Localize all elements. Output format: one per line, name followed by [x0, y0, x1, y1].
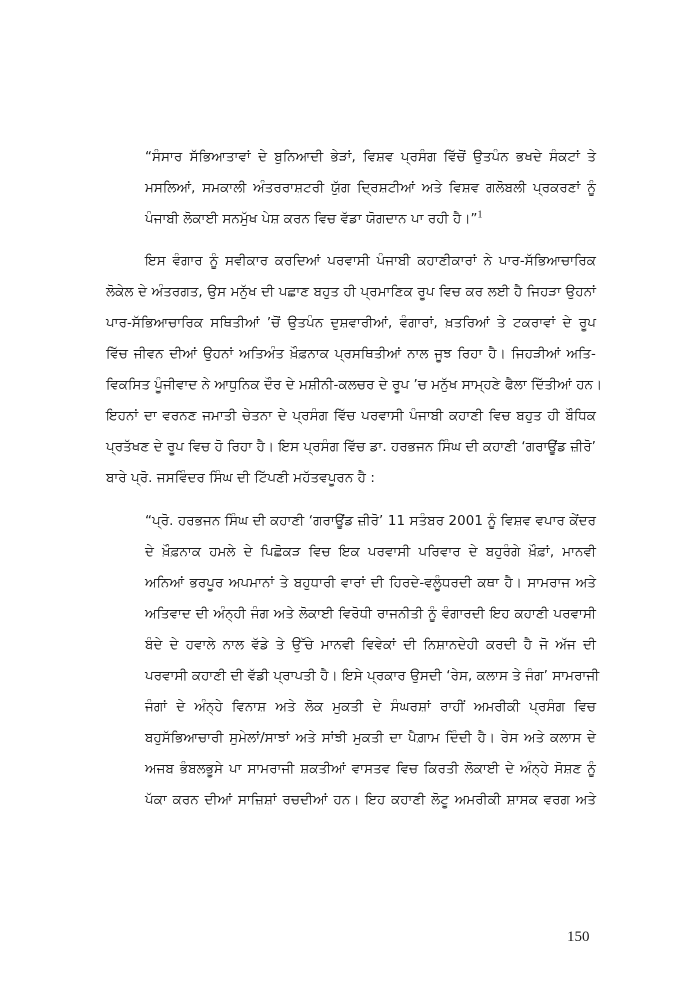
paragraph-line-6: ਇਹਨਾਂ ਦਾ ਵਰਨਣ ਜਮਾਤੀ ਚੇਤਨਾ ਦੇ ਪ੍ਰਸੰਗ ਵਿੱਚ ਪਰਵਾਸੀ ਪੰਜਾਬੀ ਕਹਾਣੀ ਵਿਚ ਬਹੁਤ ਹੀ ਬੌਧਿਕ [106, 409, 596, 424]
paragraph-line-3: ਪਾਰ-ਸੱਭਿਆਚਾਰਿਕ ਸਥਿਤੀਆਂ ’ਚੋਂ ਉਤਪੰਨ ਦੁਸ਼ਵਾਰੀਆਂ, ਵੰਗਾਰਾਂ, ਖ਼ਤਰਿਆਂ ਤੇ ਟਕਰਾਵਾਂ ਦੇ ਰੂਪ [106, 316, 596, 331]
quote1-line-1: “ਸੰਸਾਰ ਸੱਭਿਆਤਾਵਾਂ ਦੇ ਬੁਨਿਆਦੀ ਭੇੜਾਂ, ਵਿਸ਼ਵ ਪ੍ਰਸੰਗ ਵਿੱਚੋਂ ਉਤਪੰਨ ਭਖਦੇ ਸੰਕਟਾਂ ਤੇ [145, 150, 596, 165]
quote2-line-2: ਦੇ ਖ਼ੌਫ਼ਨਾਕ ਹਮਲੇ ਦੇ ਪਿਛੋਕੜ ਵਿਚ ਇਕ ਪਰਵਾਸੀ ਪਰਿਵਾਰ ਦੇ ਬਹੁਰੰਗੇ ਖ਼ੌਫ਼ਾਂ, ਮਾਨਵੀ [145, 545, 596, 560]
page-number: 150 [567, 929, 590, 945]
quote2-line-8: ਬਹੁਸੱਭਿਆਚਾਰੀ ਸੁਮੇਲਾਂ/ਸਾਝਾਂ ਅਤੇ ਸਾਂਝੀ ਮੁਕਤੀ ਦਾ ਪੈਗ਼ਾਮ ਦਿੰਦੀ ਹੈ। ਰੇਸ ਅਤੇ ਕਲਾਸ ਦੇ [145, 731, 596, 746]
quote1-line-2: ਮਸਲਿਆਂ, ਸਮਕਾਲੀ ਅੰਤਰਰਾਸ਼ਟਰੀ ਯੁੱਗ ਦ੍ਰਿਸ਼ਟੀਆਂ ਅਤੇ ਵਿਸ਼ਵ ਗਲੋਬਲੀ ਪ੍ਰਕਰਣਾਂ ਨੂੰ [145, 181, 596, 196]
quote2-line-3: ਅਨਿਆਂ ਭਰਪੂਰ ਅਪਮਾਨਾਂ ਤੇ ਬਹੁਧਾਰੀ ਵਾਰਾਂ ਦੀ ਹਿਰਦੇ-ਵਲੂੰਧਰਦੀ ਕਥਾ ਹੈ। ਸਾਮਰਾਜ ਅਤੇ [145, 576, 596, 591]
quote2-line-5: ਬੰਦੇ ਦੇ ਹਵਾਲੇ ਨਾਲ ਵੱਡੇ ਤੇ ਉੱਚੇ ਮਾਨਵੀ ਵਿਵੇਕਾਂ ਦੀ ਨਿਸ਼ਾਨਦੇਹੀ ਕਰਦੀ ਹੈ ਜੋ ਅੱਜ ਦੀ [145, 638, 596, 653]
footnote-marker: 1 [477, 209, 483, 221]
paragraph-line-2: ਲੋਕੇਲ ਦੇ ਅੰਤਰਗਤ, ਉਸ ਮਨੁੱਖ ਦੀ ਪਛਾਣ ਬਹੁਤ ਹੀ ਪ੍ਰਮਾਣਿਕ ਰੂਪ ਵਿਚ ਕਰ ਲਈ ਹੈ ਜਿਹੜਾ ਉਹਨਾਂ [106, 285, 596, 300]
quote1-line-3-text: ਪੰਜਾਬੀ ਲੋਕਾਈ ਸਨਮੁੱਖ ਪੇਸ਼ ਕਰਨ ਵਿਚ ਵੱਡਾ ਯੋਗਦਾਨ ਪਾ ਰਹੀ ਹੈ।” [145, 212, 478, 227]
quote2-line-7: ਜੰਗਾਂ ਦੇ ਅੰਨ੍ਹੇ ਵਿਨਾਸ਼ ਅਤੇ ਲੋਕ ਮੁਕਤੀ ਦੇ ਸੰਘਰਸ਼ਾਂ ਰਾਹੀਂ ਅਮਰੀਕੀ ਪ੍ਰਸੰਗ ਵਿਚ [145, 700, 596, 715]
paragraph-line-4: ਵਿੱਚ ਜੀਵਨ ਦੀਆਂ ਉਹਨਾਂ ਅਤਿਅੰਤ ਖ਼ੌਫ਼ਨਾਕ ਪ੍ਰਸਥਿਤੀਆਂ ਨਾਲ ਜੂਝ ਰਿਹਾ ਹੈ। ਜਿਹੜੀਆਂ ਅਤਿ- [106, 347, 596, 362]
paragraph-line-5: ਵਿਕਸਿਤ ਪੂੰਜੀਵਾਦ ਨੇ ਆਧੁਨਿਕ ਦੌਰ ਦੇ ਮਸ਼ੀਨੀ-ਕਲਚਰ ਦੇ ਰੂਪ ’ਚ ਮਨੁੱਖ ਸਾਮ੍ਹਣੇ ਫੈਲਾ ਦਿੱਤੀਆਂ ਹਨ। [106, 378, 603, 393]
paragraph-line-8: ਬਾਰੇ ਪ੍ਰੋ. ਜਸਵਿੰਦਰ ਸਿੰਘ ਦੀ ਟਿੱਪਣੀ ਮਹੱਤਵਪੂਰਨ ਹੈ : [106, 471, 375, 486]
quote2-line-1: “ਪ੍ਰੋ. ਹਰਭਜਨ ਸਿੰਘ ਦੀ ਕਹਾਣੀ ‘ਗਰਾਊਂਡ ਜ਼ੀਰੋ’ 11 ਸਤੰਬਰ 2001 ਨੂੰ ਵਿਸ਼ਵ ਵਪਾਰ ਕੇਂਦਰ [145, 514, 596, 529]
quote2-line-4: ਅਤਿਵਾਦ ਦੀ ਅੰਨ੍ਹੀ ਜੰਗ ਅਤੇ ਲੋਕਾਈ ਵਿਰੋਧੀ ਰਾਜਨੀਤੀ ਨੂੰ ਵੰਗਾਰਦੀ ਇਹ ਕਹਾਣੀ ਪਰਵਾਸੀ [145, 607, 596, 622]
quote1-line-3 [145, 210, 596, 230]
quote2-line-10: ਪੱਕਾ ਕਰਨ ਦੀਆਂ ਸਾਜ਼ਿਸ਼ਾਂ ਰਚਦੀਆਂ ਹਨ। ਇਹ ਕਹਾਣੀ ਲੋਟੂ ਅਮਰੀਕੀ ਸ਼ਾਸਕ ਵਰਗ ਅਤੇ [145, 793, 596, 808]
paragraph-line-7: ਪ੍ਰਤੱਖਣ ਦੇ ਰੂਪ ਵਿਚ ਹੋ ਰਿਹਾ ਹੈ। ਇਸ ਪ੍ਰਸੰਗ ਵਿੱਚ ਡਾ. ਹਰਭਜਨ ਸਿੰਘ ਦੀ ਕਹਾਣੀ ‘ਗਰਾਊਂਡ ਜ਼ੀਰੋ’ [106, 440, 596, 455]
quote2-line-6: ਪਰਵਾਸੀ ਕਹਾਣੀ ਦੀ ਵੱਡੀ ਪ੍ਰਾਪਤੀ ਹੈ। ਇਸੇ ਪ੍ਰਕਾਰ ਉਸਦੀ ‘ਰੇਸ, ਕਲਾਸ ਤੇ ਜੰਗ’ ਸਾਮਰਾਜੀ [145, 669, 600, 684]
quote2-line-9: ਅਜਬ ਭੰਬਲਭੂਸੇ ਪਾ ਸਾਮਰਾਜੀ ਸ਼ਕਤੀਆਂ ਵਾਸਤਵ ਵਿਚ ਕਿਰਤੀ ਲੋਕਾਈ ਦੇ ਅੰਨ੍ਹੇ ਸੋਸ਼ਣ ਨੂੰ [145, 762, 596, 777]
paragraph-line-1: ਇਸ ਵੰਗਾਰ ਨੂੰ ਸਵੀਕਾਰ ਕਰਦਿਆਂ ਪਰਵਾਸੀ ਪੰਜਾਬੀ ਕਹਾਣੀਕਾਰਾਂ ਨੇ ਪਾਰ-ਸੱਭਿਆਚਾਰਿਕ [145, 254, 596, 269]
